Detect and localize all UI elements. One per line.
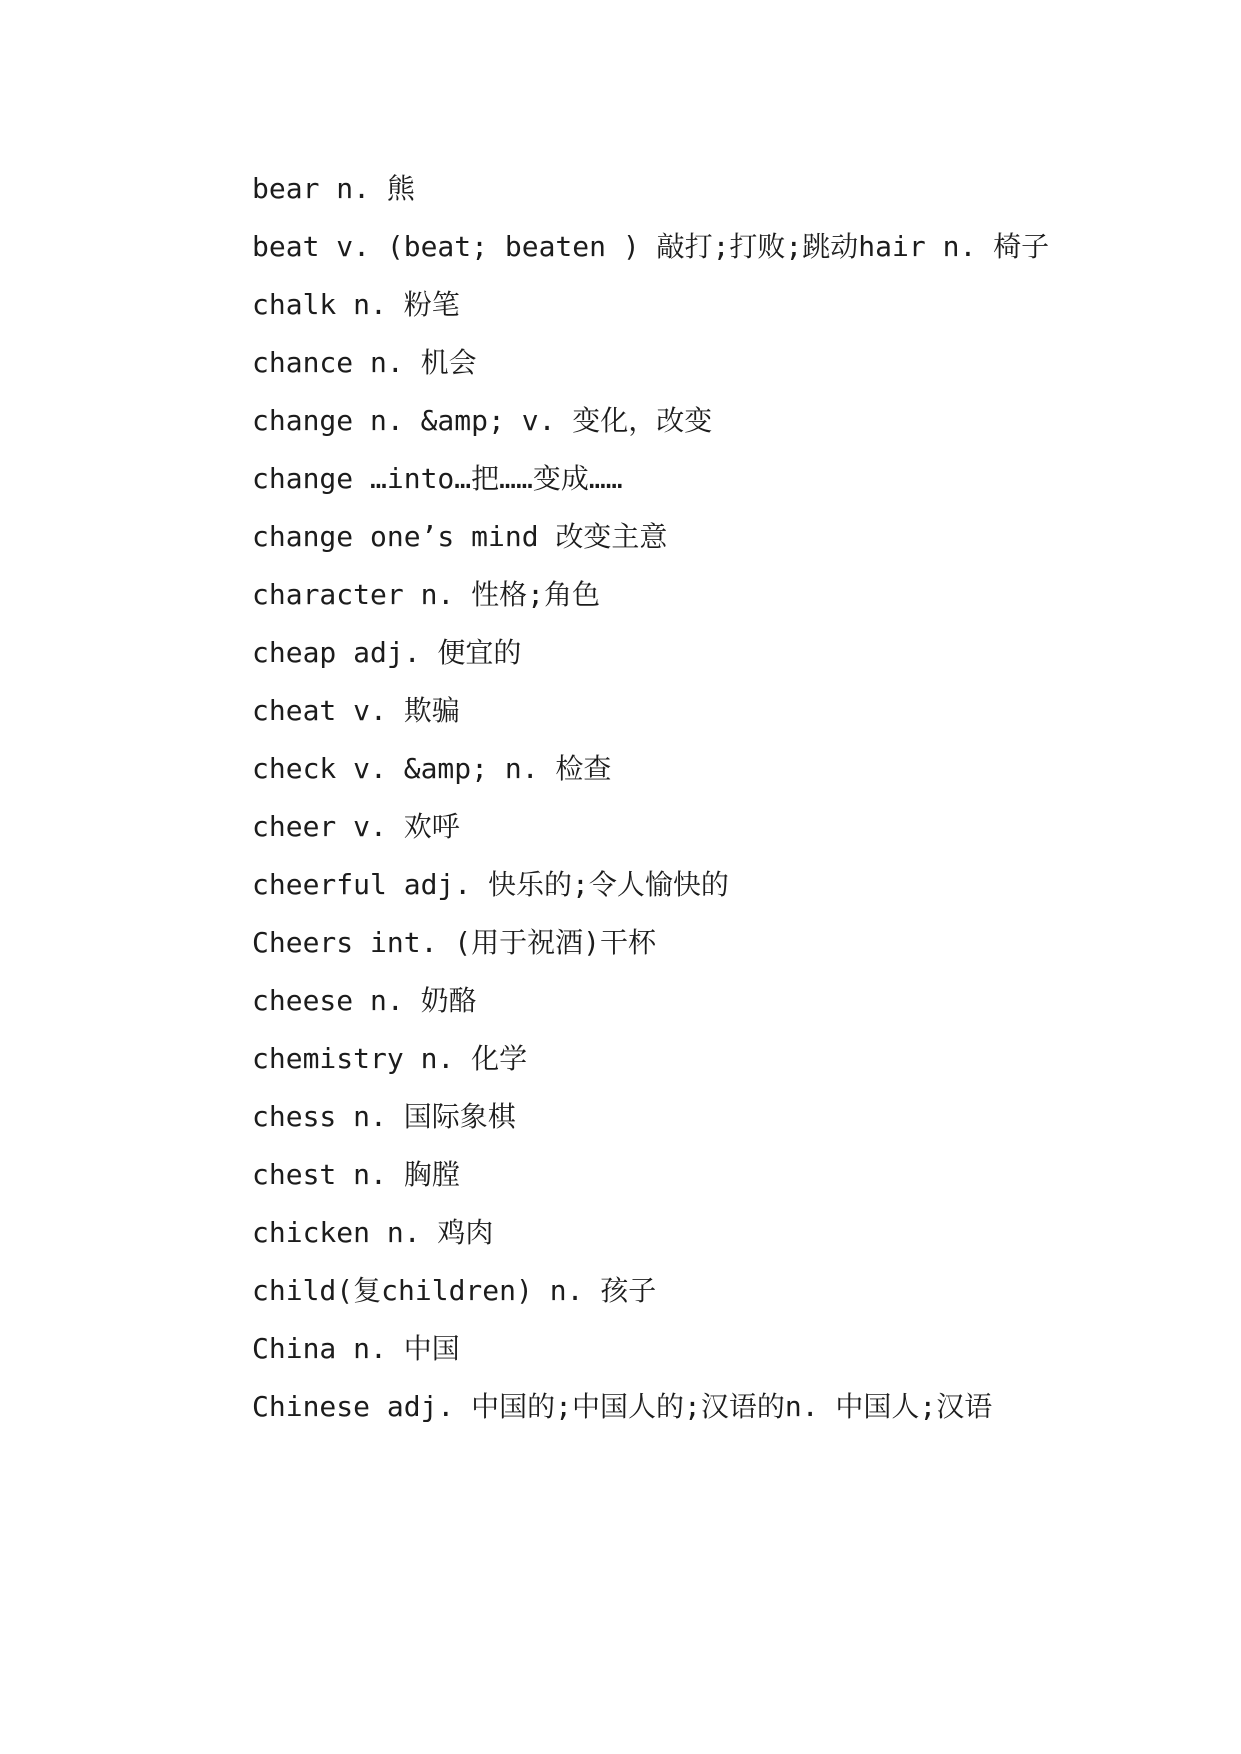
- vocab-entry: chest n. 胸膛: [252, 1158, 460, 1191]
- vocab-entry: chicken n. 鸡肉: [252, 1216, 494, 1249]
- vocab-entry: chemistry n. 化学: [252, 1042, 528, 1075]
- vocab-entry: chess n. 国际象棋: [252, 1100, 516, 1133]
- vocab-entry: Cheers int. (用于祝酒)干杯: [252, 926, 657, 959]
- vocab-entry: chance n. 机会: [252, 346, 477, 379]
- vocab-entry: check v. &amp; n. 检查: [252, 752, 612, 785]
- vocab-entry: change …into…把……变成……: [252, 462, 623, 495]
- vocabulary-list: [190, 160, 1052, 1436]
- vocab-entry: China n. 中国: [252, 1332, 460, 1365]
- vocab-entry: bear n. 熊: [252, 172, 415, 205]
- vocab-entry: child(复children) n. 孩子: [252, 1274, 657, 1307]
- vocab-entry: cheer v. 欢呼: [252, 810, 460, 843]
- vocab-entry: beat v. (beat; beaten ) 敲打;打败;跳动hair n. 椅子: [252, 230, 1050, 263]
- vocab-entry: cheat v. 欺骗: [252, 694, 460, 727]
- vocab-entry: cheerful adj. 快乐的;令人愉快的: [252, 868, 729, 901]
- vocab-entry: Chinese adj. 中国的;中国人的;汉语的n. 中国人;汉语: [252, 1390, 993, 1423]
- vocab-entry: cheap adj. 便宜的: [252, 636, 522, 669]
- vocab-entry: chalk n. 粉笔: [252, 288, 460, 321]
- vocab-entry: change one’s mind 改变主意: [252, 520, 668, 553]
- vocab-entry: change n. &amp; v. 变化，改变: [252, 404, 713, 437]
- vocab-entry: cheese n. 奶酪: [252, 984, 477, 1017]
- vocab-entry: character n. 性格;角色: [252, 578, 601, 611]
